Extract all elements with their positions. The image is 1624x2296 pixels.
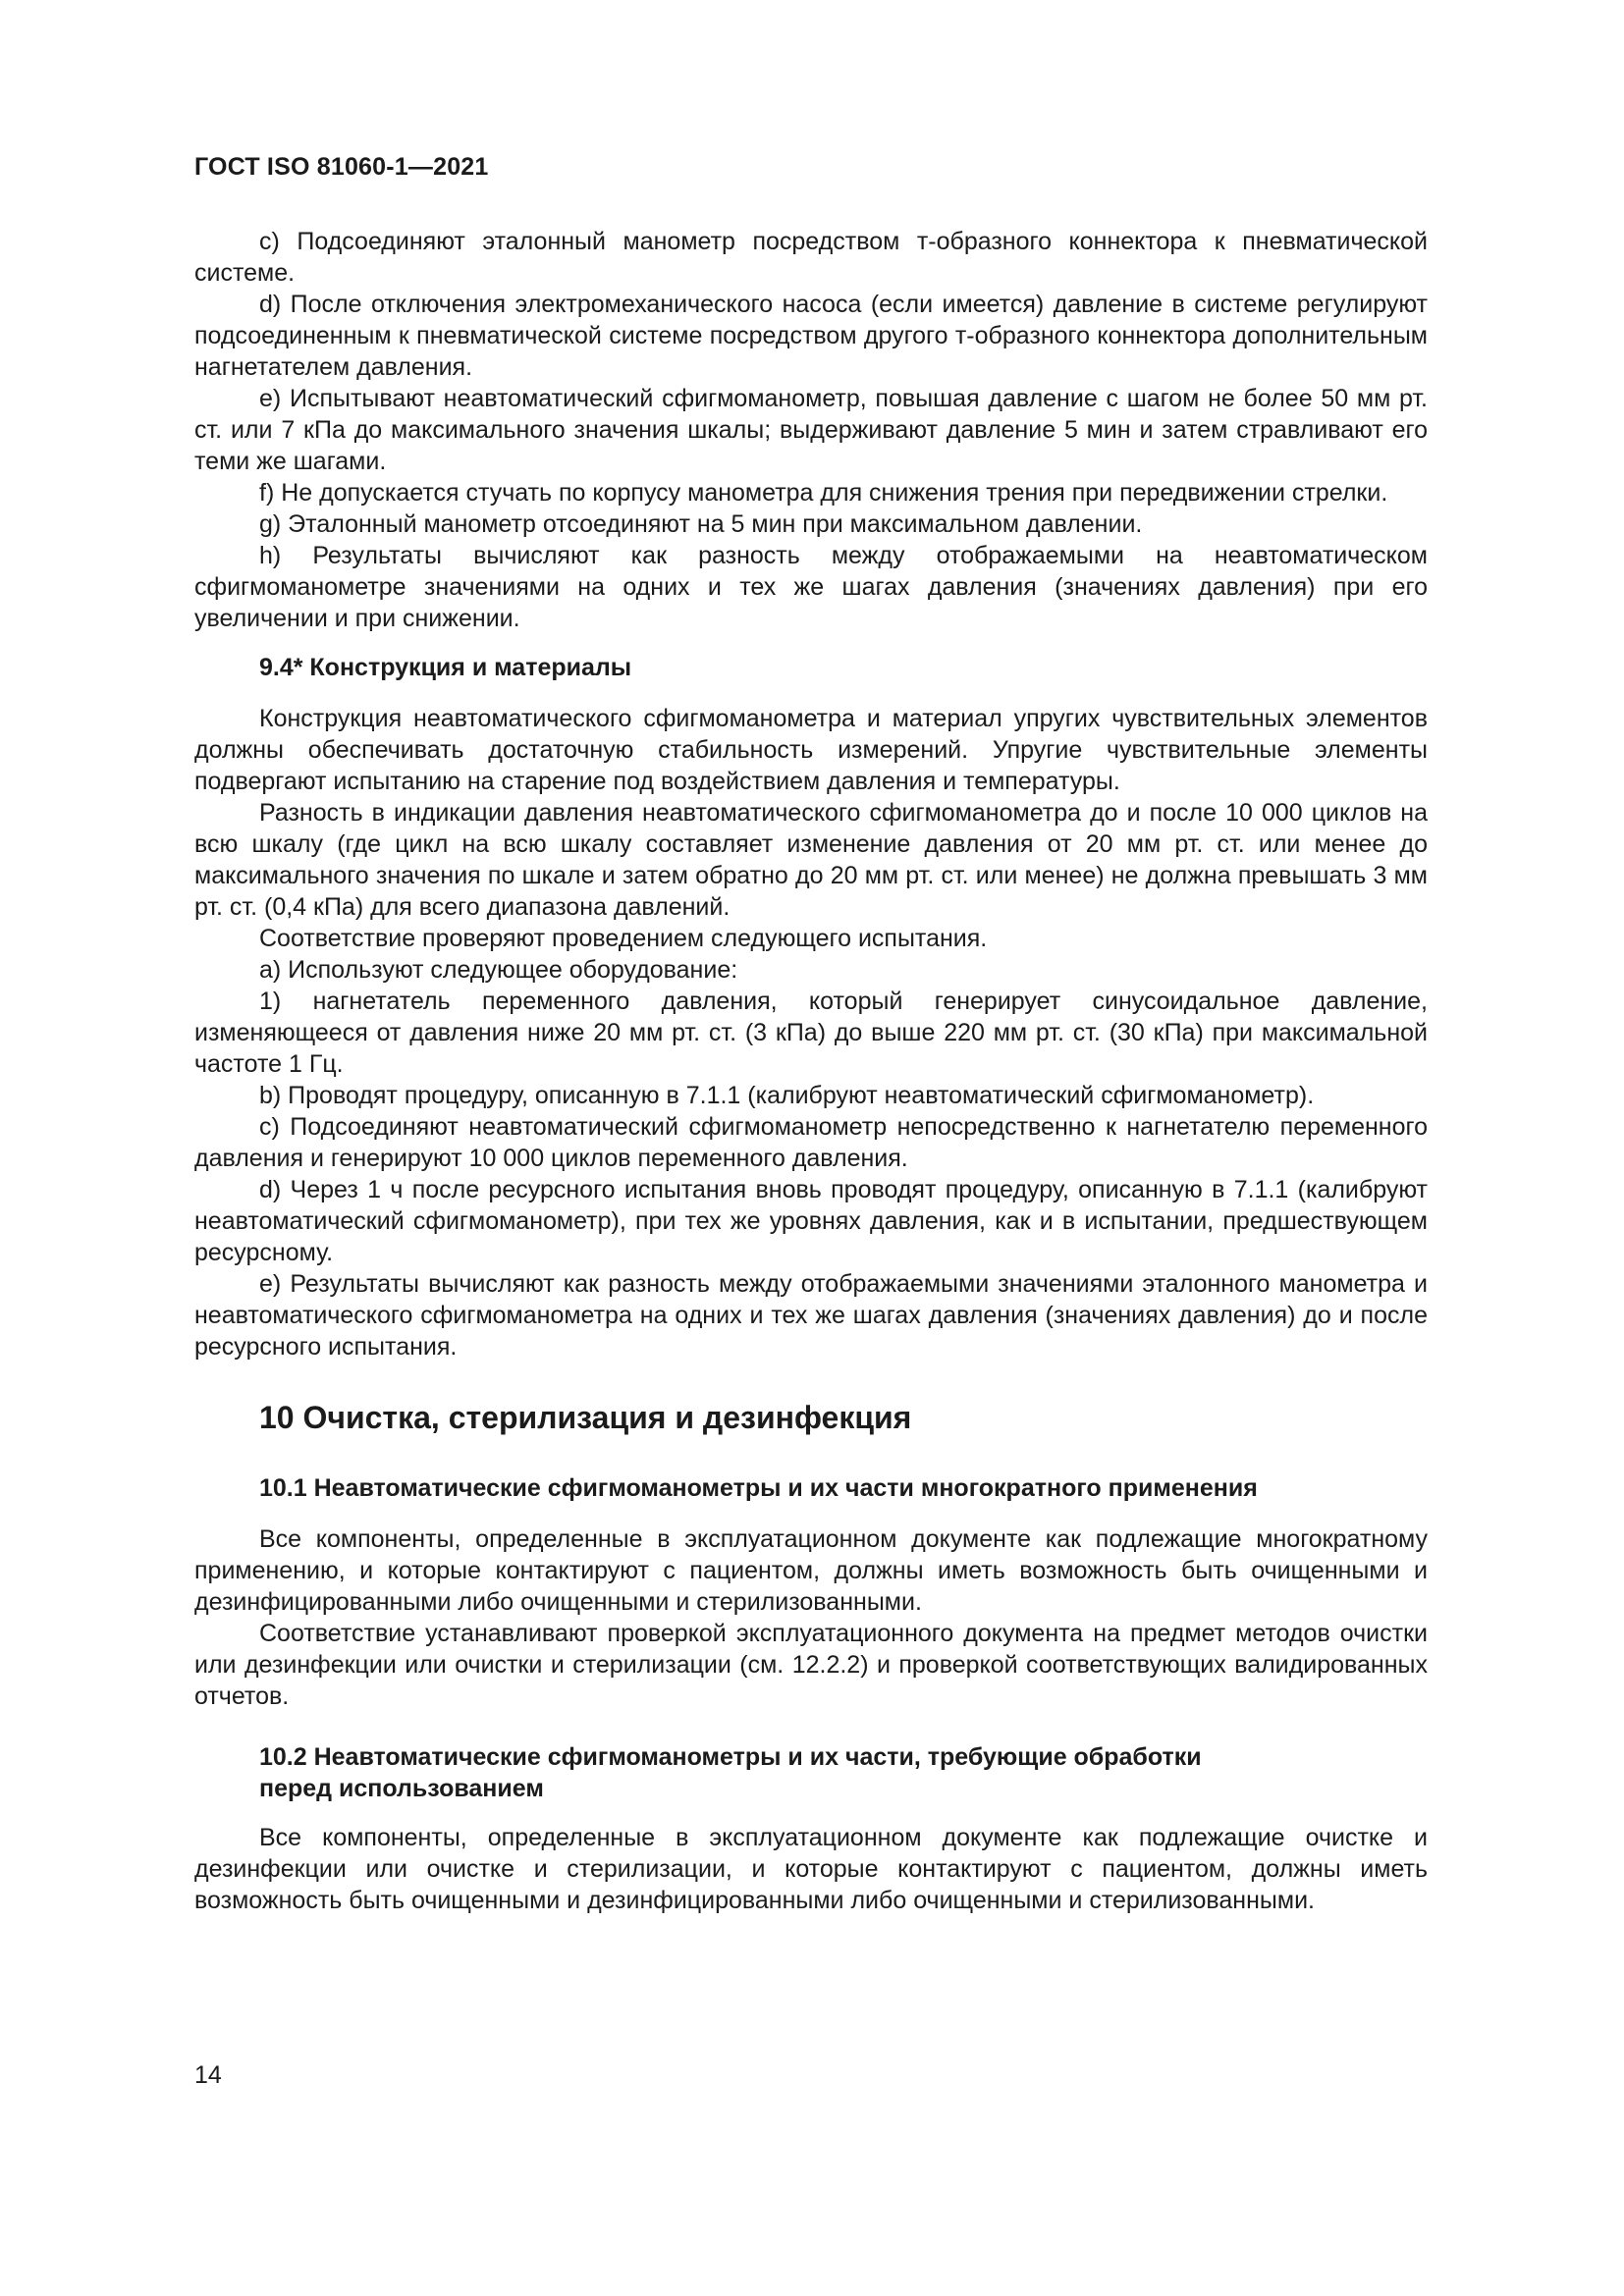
paragraph-9-4-a1: 1) нагнетатель переменного давления, который генерирует синусоидальное давление, изменяющееся от давления ниже 20 мм рт. ст. (3 кПа) до выше 220 мм рт. ст. (30 кПа) при максимальной частоте 1 Гц. bbox=[194, 988, 1428, 1078]
paragraph-9-3-f: f) Не допускается стучать по корпусу манометра для снижения трения при передвижении стрелки. bbox=[259, 479, 1388, 507]
paragraph-9-4-2: Разность в индикации давления неавтоматического сфигмоманометра до и после 10 000 циклов на всю шкалу (где цикл на всю шкалу составляет изменение давления от 20 мм рт. ст. или менее до максимального значения по шкале и затем обратно до 20 мм рт. ст. или менее) не должна превышать 3 мм рт. ст. (0,4 кПа) для всего диапазона давлений. bbox=[194, 799, 1428, 921]
paragraph-9-4-d: d) Через 1 ч после ресурсного испытания вновь проводят процедуру, описанную в 7.1.1 (калибруют неавтоматический сфигмоманометр), при тех же уровнях давления, как и в испытании, предшествующем ресурсному. bbox=[194, 1176, 1428, 1266]
section-10-2-title-line1: 10.2 Неавтоматические сфигмоманометры и их части, требующие обработки bbox=[259, 1743, 1202, 1771]
section-9-4-title: 9.4* Конструкция и материалы bbox=[259, 654, 632, 681]
paragraph-9-3-e: е) Испытывают неавтоматический сфигмоманометр, повышая давление с шагом не более 50 мм рт. ст. или 7 кПа до максимального значения шкалы; выдерживают давление 5 мин и затем стравливают его теми же шагами. bbox=[194, 385, 1428, 475]
section-10-2-title bbox=[259, 1741, 1428, 1804]
paragraph-9-4-c: с) Подсоединяют неавтоматический сфигмоманометр непосредственно к нагнетателю переменного давления и генерируют 10 000 циклов переменного давления. bbox=[194, 1113, 1428, 1172]
section-10-title: 10 Очистка, стерилизация и дезинфекция bbox=[259, 1400, 912, 1435]
document-body bbox=[194, 226, 1428, 1916]
paragraph-10-2-1: Все компоненты, определенные в эксплуатационном документе как подлежащие очистке и дезинфекции или очистке и стерилизации, и которые контактируют с пациентом, должны иметь возможность быть очищенными и дезинфицированными либо очищенными и стерилизованными. bbox=[194, 1824, 1428, 1914]
paragraph-9-3-h: h) Результаты вычисляют как разность между отображаемыми на неавтоматическом сфигмоманометре значениями на одних и тех же шагах давления (значениях давления) при его увеличении и при снижении. bbox=[194, 542, 1428, 632]
paragraph-9-4-1: Конструкция неавтоматического сфигмоманометра и материал упругих чувствительных элементов должны обеспечивать достаточную стабильность измерений. Упругие чувствительные элементы подвергают испытанию на старение под воздействием давления и температуры. bbox=[194, 705, 1428, 795]
paragraph-9-4-a: а) Используют следующее оборудование: bbox=[259, 956, 738, 984]
document-header: ГОСТ ISO 81060-1—2021 bbox=[194, 153, 489, 181]
paragraph-9-4-3: Соответствие проверяют проведением следующего испытания. bbox=[259, 925, 988, 952]
paragraph-9-3-d: d) После отключения электромеханического насоса (если имеется) давление в системе регулируют подсоединенным к пневматической системе посредством другого т-образного коннектора дополнительным нагнетателем давления. bbox=[194, 291, 1428, 381]
page-number: 14 bbox=[194, 2061, 222, 2089]
paragraph-10-1-1: Все компоненты, определенные в эксплуатационном документе как подлежащие многократному применению, и которые контактируют с пациентом, должны иметь возможность быть очищенными и дезинфицированными либо очищенными и стерилизованными. bbox=[194, 1525, 1428, 1616]
paragraph-9-4-e: е) Результаты вычисляют как разность между отображаемыми значениями эталонного манометра и неавтоматического сфигмоманометра на одних и тех же шагах давления (значениях давления) до и после ресурсного испытания. bbox=[194, 1270, 1428, 1361]
paragraph-9-4-b: b) Проводят процедуру, описанную в 7.1.1 (калибруют неавтоматический сфигмоманометр). bbox=[259, 1082, 1315, 1109]
paragraph-9-3-g: g) Эталонный манометр отсоединяют на 5 мин при максимальном давлении. bbox=[259, 510, 1143, 538]
paragraph-10-1-2: Соответствие устанавливают проверкой эксплуатационного документа на предмет методов очистки или дезинфекции или очистки и стерилизации (см. 12.2.2) и проверкой соответствующих валидированных отчетов. bbox=[194, 1620, 1428, 1710]
section-10-2-title-line2: перед использованием bbox=[259, 1775, 544, 1802]
section-10-1-title: 10.1 Неавтоматические сфигмоманометры и их части многократного применения bbox=[259, 1474, 1258, 1502]
paragraph-9-3-c: с) Подсоединяют эталонный манометр посредством т-образного коннектора к пневматической системе. bbox=[194, 228, 1428, 287]
